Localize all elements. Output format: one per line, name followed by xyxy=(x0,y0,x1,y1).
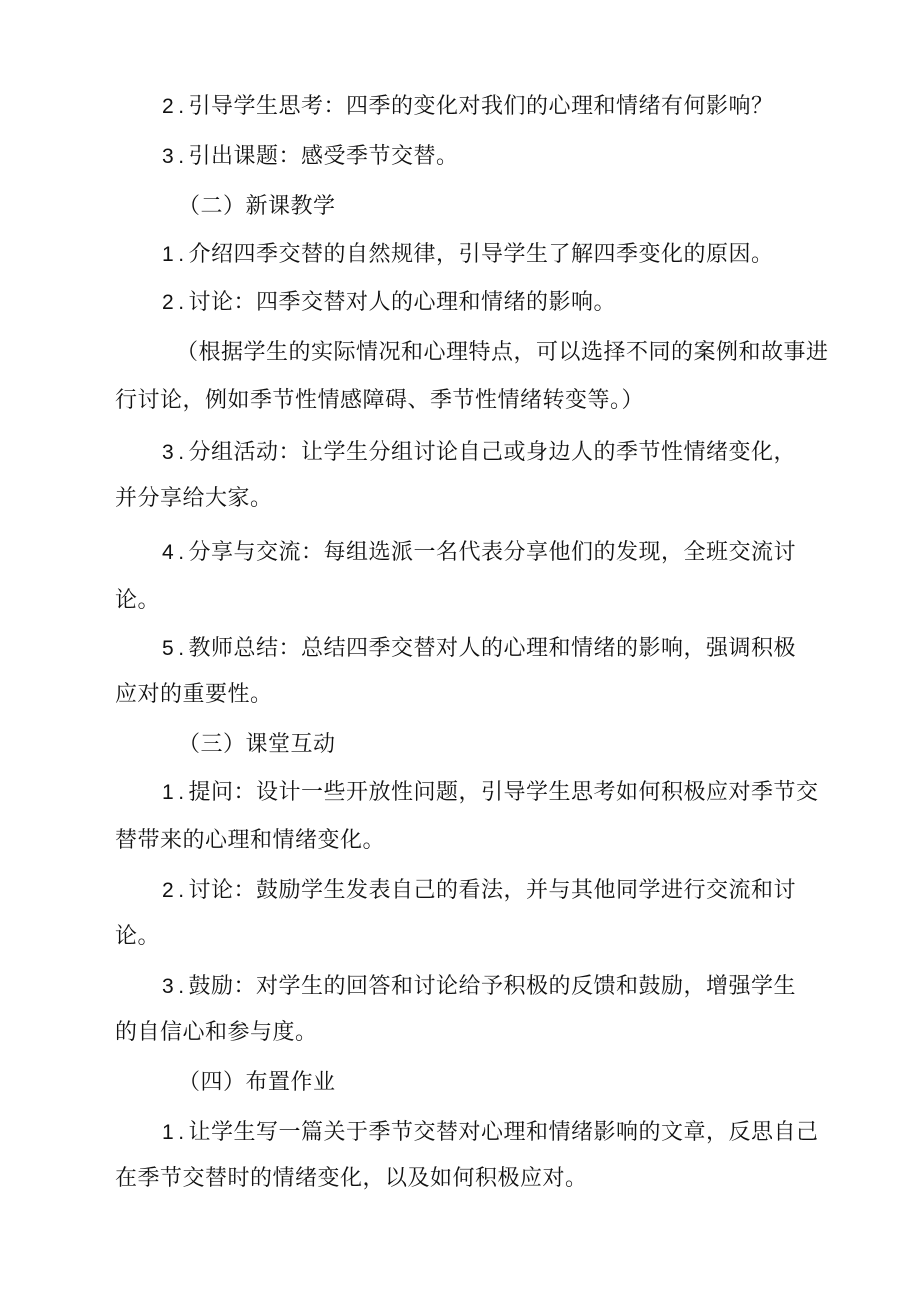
paragraph-text: 介绍四季交替的自然规律，引导学生了解四季变化的原因。 xyxy=(188,242,774,267)
paragraph-line xyxy=(0,1118,920,1148)
paragraph-line xyxy=(0,634,920,664)
paragraph-line xyxy=(0,92,920,122)
paragraph-continuation: 并分享给大家。 xyxy=(115,486,273,511)
paragraph-text: 讨论：四季交替对人的心理和情绪的影响。 xyxy=(188,290,617,315)
paragraph-line xyxy=(0,778,920,808)
list-dot: . xyxy=(178,145,185,168)
section-heading: （二）新课教学 xyxy=(178,194,336,219)
list-dot: . xyxy=(178,95,185,118)
paragraph-text: 引出课题：感受季节交替。 xyxy=(188,144,459,169)
paragraph-line xyxy=(0,438,920,468)
list-number: 2 xyxy=(162,291,175,314)
paragraph-text: 鼓励：对学生的回答和讨论给予积极的反馈和鼓励，增强学生 xyxy=(188,974,797,999)
paragraph-text: 引导学生思考：四季的变化对我们的心理和情绪有何影响？ xyxy=(188,94,774,119)
paragraph-continuation: 在季节交替时的情绪变化，以及如何积极应对。 xyxy=(115,1166,588,1191)
paragraph-text: 讨论：鼓励学生发表自己的看法，并与其他同学进行交流和讨 xyxy=(188,878,797,903)
list-number: 2 xyxy=(162,879,175,902)
paragraph-line xyxy=(0,538,920,568)
paragraph-line xyxy=(0,288,920,318)
section-heading: （四）布置作业 xyxy=(178,1070,336,1095)
section-heading: （三）课堂互动 xyxy=(178,732,336,757)
list-dot: . xyxy=(178,637,185,660)
list-dot: . xyxy=(178,879,185,902)
paragraph-line xyxy=(0,240,920,270)
paragraph-continuation: 应对的重要性。 xyxy=(115,682,273,707)
paragraph-text: 分组活动：让学生分组讨论自己或身边人的季节性情绪变化， xyxy=(188,440,797,465)
paragraph-text: 提问：设计一些开放性问题，引导学生思考如何积极应对季节交 xyxy=(188,780,819,805)
paragraph-continuation: 替带来的心理和情绪变化。 xyxy=(115,828,386,853)
list-number: 3 xyxy=(162,145,175,168)
paragraph-line xyxy=(0,142,920,172)
list-dot: . xyxy=(178,441,185,464)
paragraph-continuation: 论。 xyxy=(115,924,161,949)
paragraph-continuation: 的自信心和参与度。 xyxy=(115,1020,318,1045)
paragraph-line xyxy=(0,876,920,906)
list-dot: . xyxy=(178,291,185,314)
note-line-1: （根据学生的实际情况和心理特点，可以选择不同的案例和故事进 xyxy=(176,340,829,365)
list-dot: . xyxy=(178,541,185,564)
list-dot: . xyxy=(178,243,185,266)
list-number: 3 xyxy=(162,975,175,998)
list-dot: . xyxy=(178,781,185,804)
list-number: 4 xyxy=(162,541,175,564)
paragraph-text: 分享与交流：每组选派一名代表分享他们的发现，全班交流讨 xyxy=(188,540,797,565)
list-dot: . xyxy=(178,975,185,998)
list-number: 1 xyxy=(162,1121,175,1144)
paragraph-text: 教师总结：总结四季交替对人的心理和情绪的影响，强调积极 xyxy=(188,636,797,661)
list-number: 1 xyxy=(162,781,175,804)
paragraph-text: 让学生写一篇关于季节交替对心理和情绪影响的文章，反思自己 xyxy=(188,1120,819,1145)
note-line-2: 行讨论，例如季节性情感障碍、季节性情绪转变等。） xyxy=(115,388,645,413)
list-number: 3 xyxy=(162,441,175,464)
list-number: 1 xyxy=(162,243,175,266)
list-number: 5 xyxy=(162,637,175,660)
paragraph-continuation: 论。 xyxy=(115,588,161,613)
paragraph-line xyxy=(0,972,920,1002)
list-number: 2 xyxy=(162,95,175,118)
list-dot: . xyxy=(178,1121,185,1144)
